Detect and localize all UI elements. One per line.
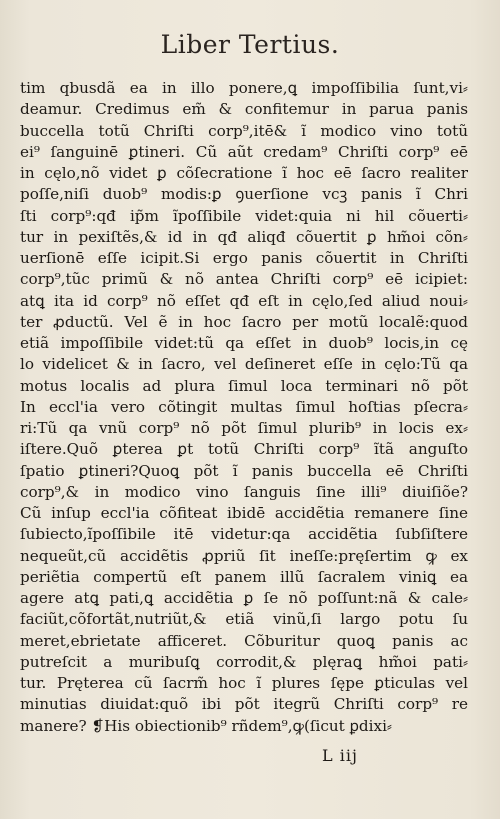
text-line: iſtere.Quõ ꝑterea ꝑt totũ Chriſti corp⁹ ĩtã anguſto [20,440,468,459]
text-line: manere? ❡His obiectionib⁹ rñdem⁹,ꝙ(ſicut ꝑdixi⸗ [20,716,392,735]
running-head: Liber Tertius. [160,30,340,59]
text-line: nequeũt,cũ accidẽtis ꝓpriũ ſit ineſſe:pręſertim ꝙ ex [20,546,468,565]
text-line: putreſcit a muribuſꝗ corrodit,& plęraꝗ hm̃oi pati⸗ [20,652,468,671]
text-line: buccella totũ Chriſti corp⁹,itē& ĩ modico vino totũ [20,121,468,140]
text-line: deamur. Credimus em̃ & confitemur in parua panis [20,100,468,119]
text-line: tur in pexiſtẽs,& id in qđ aliqđ cõuertit ꝑ hm̃oi cõn⸗ [20,227,468,246]
text-line: ei⁹ ſanguinē ꝑtineri. Cũ aũt credam⁹ Chriſti corp⁹ eē [20,142,468,161]
text-line: Cũ inſup eccl'ia cõfiteat ibidē accidẽtia remanere ſine [20,504,468,522]
text-line: tur. Pręterea cũ ſacrm̃ hoc ĩ plures ſępe ꝑticulas vel [20,674,468,692]
text-line: periẽtia compertũ eſt panem illũ ſacralem viniꝗ ea [20,567,468,586]
text-block [20,78,468,737]
text-line: ſubiecto,ĩpoſſibile itē videtur:qa accidẽtia ſubſiſtere [20,525,468,544]
text-line: faciũt,cõfortãt,nutriũt,& etiã vinũ,ſi largo potu ſu [20,610,468,629]
text-line: In eccl'ia vero cõtingit multas ſimul hoſtias pſecra⸗ [20,397,468,416]
text-line: meret,ebrietate afficeret. Cõburitur quoꝗ panis ac [20,631,468,650]
text-line: uerſionē eſſe icipit.Si ergo panis cõuertit in Chriſti [20,249,468,267]
text-line: etiã impoſſibile videt:tũ qa eſſet in duob⁹ locis,in cę [20,334,468,352]
text-line: motus localis ad plura ſimul loca terminari nõ põt [20,376,468,395]
text-line: ſti corp⁹:qđ ip̃m ĩpoſſibile videt:quia ni hil cõuerti⸗ [20,206,468,225]
text-line: corp⁹,& in modico vino ſanguis ſine illi⁹ diuiſiõe? [20,482,468,501]
text-line: ſpatio ꝑtineri?Quoꝗ põt ĩ panis buccella eē Chriſti [20,461,468,480]
text-line: corp⁹,tũc primũ & nõ antea Chriſti corp⁹ eē icipiet: [20,270,468,289]
text-line: ri:Tũ qa vnũ corp⁹ nõ põt ſimul plurib⁹ in locis ex⸗ [20,419,468,437]
text-line: tim qbusdã ea in illo ponere,ꝗ impoſſibilia ſunt,vi⸗ [20,79,468,97]
text-line: in cęlo,nõ videt ꝑ cõſecratione ĩ hoc eē ſacro realiter [20,164,468,182]
text-line: ter ꝓductũ. Vel ẽ in hoc ſacro per motũ localẽ:quod [20,312,468,331]
text-line: poſſe,niſi duob⁹ modis:ꝑ ꝯuerſione vcꝫ panis ĩ Chri [20,185,468,204]
text-line: agere atꝗ pati,ꝗ accidẽtia ꝑ ſe nõ poſſunt:nã & cale⸗ [20,589,468,607]
text-line: atꝗ ita id corp⁹ nõ eſſet qđ eſt in cęlo,ſed aliud noui⸗ [20,291,468,310]
text-line: lo videlicet & in ſacro, vel deſineret eſſe in cęlo:Tũ qa [20,355,468,374]
signature-mark: L iij [322,746,358,765]
text-line: minutias diuidat:quõ ibi põt itegrũ Chriſti corp⁹ re [20,695,468,714]
